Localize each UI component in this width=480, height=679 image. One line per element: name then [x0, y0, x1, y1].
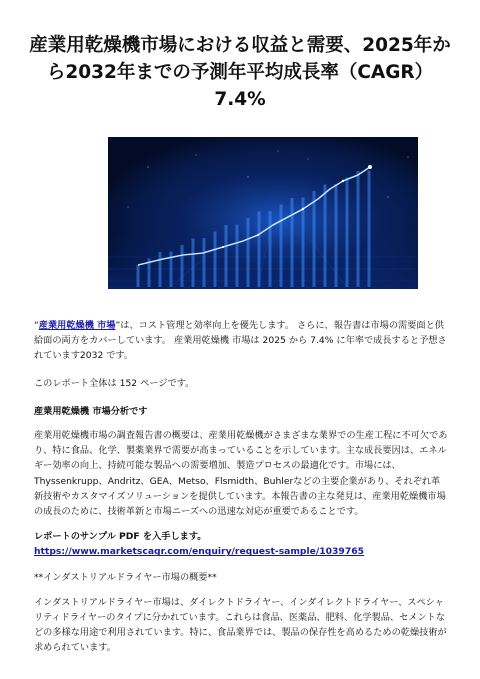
analysis-paragraph: 産業用乾燥機市場の調査報告書の概要は、産業用乾燥機がさまざまな業界での生産工程に不可欠であり、特に食品、化学、製薬業界で需要が高まっていることを示しています。主な成長要因は、エネルギー効率の向上、持続可能な製品への需要増加、製造プロセスの最適化です。市場には、Thyssenkrupp、Andritz、GEA、Metso、Flsmidth、Buhlerなどの主要企業があり、それぞれ革新技術やカスタマイズソリューションを提供しています。本報告書の主な発見は、産業用乾燥機市場の成長のために、技術革新と市場ニーズへの迅速な対応が重要であることです。 — [34, 430, 448, 518]
intro-paragraph — [34, 318, 449, 364]
hero-bar — [214, 232, 217, 288]
hero-bar — [181, 245, 184, 287]
article-body — [34, 318, 449, 656]
hero-bar — [258, 212, 261, 288]
hero-bar — [280, 205, 283, 288]
sample-request — [34, 529, 449, 559]
sample-link[interactable]: https://www.marketscagr.com/enquiry/request-sample/1039765 — [34, 546, 364, 558]
overview-paragraph: インダストリアルドライヤー市場は、ダイレクトドライヤー、インダイレクトドライヤー、スペシャリティドライヤーのタイプに分かれています。これらは食品、医薬品、肥料、化学製品、セメントなどの多様な用途で利用されています。特に、食品業界では、製品の保存性を高めるための乾燥技術が求められています。 — [34, 596, 447, 654]
hero-bar — [159, 252, 162, 287]
hero-bar — [203, 238, 206, 287]
hero-bar — [357, 171, 360, 287]
hero-bar — [137, 265, 140, 287]
hero-bar — [247, 218, 250, 287]
hero-bar — [346, 178, 349, 288]
hero-bar — [368, 171, 371, 288]
analysis-heading: 産業用乾燥機 市場分析です — [34, 405, 148, 417]
intro-text: ”は、コスト管理と効率向上を優先します。 さらに、報告書は市場の需要面と供給面の両方をカバーしています。 産業用乾燥機 市場は 2025 から 7.4% に年率で成長すると予想されています2032 です。 — [34, 320, 447, 362]
hero-bar — [236, 225, 239, 288]
sample-label: レポートのサンプル PDF を入手します。 — [34, 531, 207, 543]
hero-bar — [324, 185, 327, 288]
quote-mark: “ — [34, 320, 39, 331]
page-count-text: このレポート全体は 152 ページです。 — [34, 377, 195, 389]
hero-bar — [313, 191, 316, 287]
hero-bar — [269, 211, 272, 287]
hero-bar — [291, 198, 294, 287]
hero-growth-image — [108, 137, 418, 289]
overview-heading: **インダストリアルドライヤー市場の概要** — [34, 571, 217, 583]
hero-bar — [335, 184, 338, 287]
hero-bar — [192, 239, 195, 288]
hero-bar — [225, 225, 228, 287]
page-title: 産業用乾燥機市場における収益と需要、2025年から2032年までの予測年平均成長率（CAGR） 7.4% — [29, 35, 451, 110]
hero-bar — [302, 198, 305, 288]
market-link[interactable]: 産業用乾燥機 市場 — [38, 320, 116, 331]
